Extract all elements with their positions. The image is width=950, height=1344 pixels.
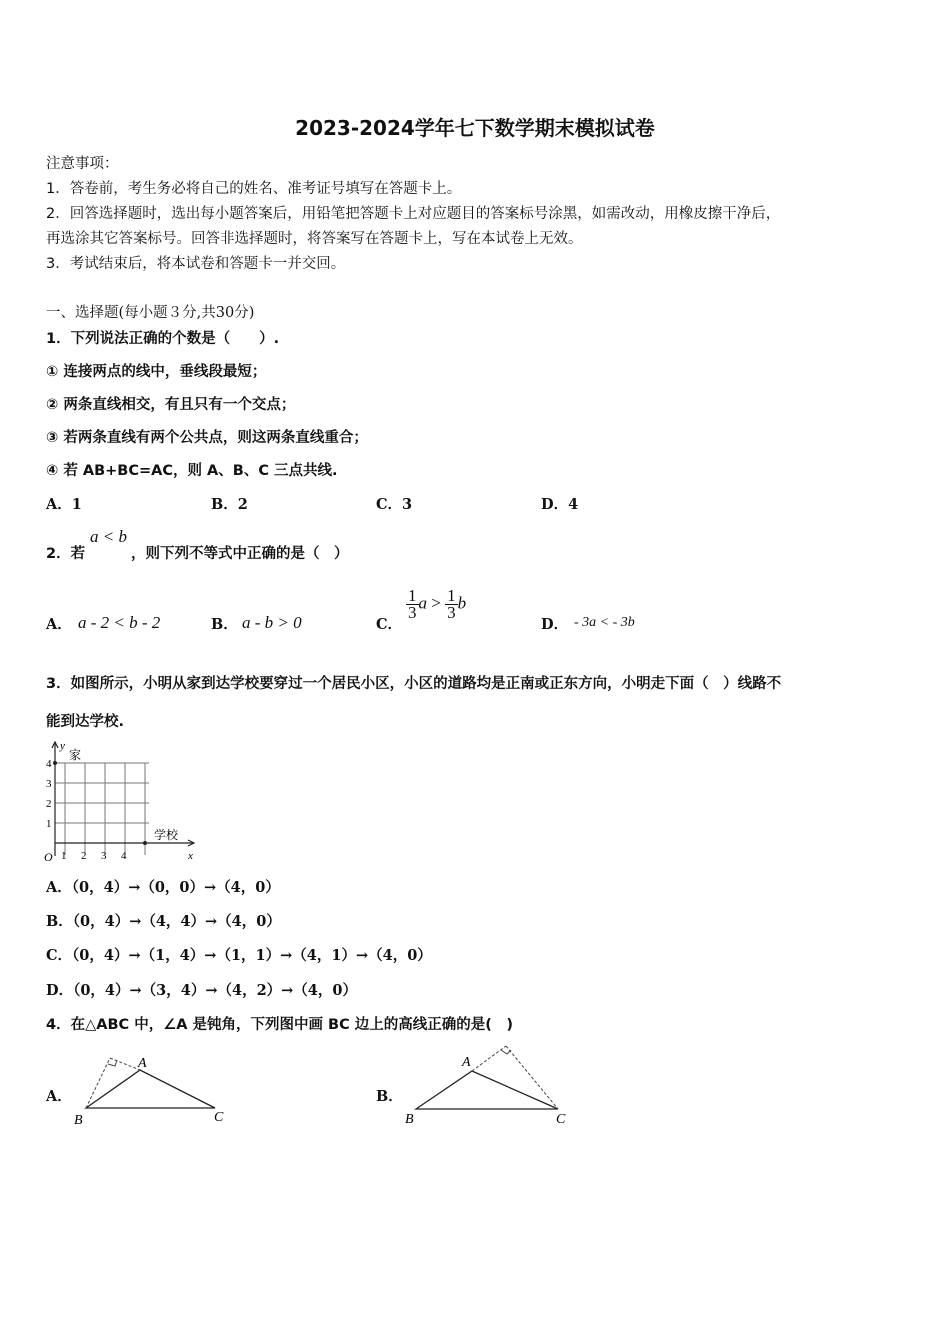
vertex-label: B xyxy=(405,1112,414,1127)
q2-stem-suffix: ，则下列不等式中正确的是（ ） xyxy=(131,546,349,562)
notice-item: 再选涂其它答案标号。回答非选择题时，将答案写在答题卡上，写在本试卷上无效。 xyxy=(46,231,583,247)
q2-stem-prefix: 2．若 xyxy=(46,546,86,562)
vertex-label: B xyxy=(74,1113,83,1127)
option-text: 3 xyxy=(402,496,413,513)
q1-option-b[interactable] xyxy=(211,493,248,514)
q1-statement: ② 两条直线相交，有且只有一个交点； xyxy=(46,397,296,413)
option-label: C． xyxy=(376,496,403,513)
q1-statement: ④ 若 AB+BC=AC，则 A、B、C 三点共线. xyxy=(46,463,338,479)
vertex-label: C xyxy=(556,1112,566,1127)
y-tick: 4 xyxy=(46,758,52,770)
option-text: 2 xyxy=(237,496,248,513)
section-heading: 一、选择题(每小题３分,共30分) xyxy=(46,305,255,321)
option-text: （0，4）→（0，0）→（4，0） xyxy=(71,879,280,896)
q3-option-b[interactable] xyxy=(46,910,281,931)
q2-condition: a < b xyxy=(90,527,127,546)
page-title: 2023-2024学年七下数学期末模拟试卷 xyxy=(295,116,655,140)
notice-heading: 注意事项： xyxy=(46,156,119,172)
q4-option-a-label[interactable]: A． xyxy=(46,1088,72,1105)
x-tick: 4 xyxy=(121,850,127,862)
q2-option-b-label[interactable]: B． xyxy=(211,616,238,633)
q2-option-d-label[interactable]: D． xyxy=(541,616,569,633)
q1-option-a[interactable] xyxy=(46,493,82,514)
home-label: 家 xyxy=(69,748,82,762)
option-label: B． xyxy=(46,913,73,930)
option-label: D． xyxy=(46,982,74,999)
option-text: （0，4）→（3，4）→（4，2）→（4，0） xyxy=(73,982,357,999)
q1-option-d[interactable] xyxy=(541,493,578,514)
y-axis-label: y xyxy=(60,740,65,752)
option-label: A． xyxy=(46,879,72,896)
q2-option-c-label[interactable]: C． xyxy=(376,616,403,633)
q3-grid-figure xyxy=(44,740,198,864)
q2-option-b-expr: a - b > 0 xyxy=(242,613,302,632)
y-tick: 3 xyxy=(46,778,52,790)
q1-stem: 1．下列说法正确的个数是（ ）. xyxy=(46,331,280,347)
x-tick: 2 xyxy=(81,850,87,862)
option-label: A． xyxy=(46,496,72,513)
option-label: D． xyxy=(541,496,569,513)
q4-option-b-label[interactable]: B． xyxy=(376,1088,403,1105)
q2-option-c-expr: $\frac{1}{3}$ a > $\frac{1}{3}$ b xyxy=(408,586,467,622)
y-tick: 2 xyxy=(46,798,52,810)
origin-label: O xyxy=(44,850,53,864)
fraction: $\frac{1}{3}$ xyxy=(408,586,417,622)
q4-triangle-b xyxy=(400,1040,575,1128)
q1-option-c[interactable] xyxy=(376,493,412,514)
q3-option-c[interactable] xyxy=(46,944,432,965)
q1-statement: ① 连接两点的线中，垂线段最短； xyxy=(46,364,267,380)
q2-option-a-label[interactable]: A． xyxy=(46,616,72,633)
q2-option-a-expr: a - 2 < b - 2 xyxy=(78,613,161,632)
q3-stem-line2: 能到达学校. xyxy=(46,714,125,730)
option-text: 4 xyxy=(568,496,579,513)
vertex-label: C xyxy=(214,1110,224,1125)
x-tick: 1 xyxy=(61,850,67,862)
option-label: B． xyxy=(211,496,238,513)
option-text: 1 xyxy=(71,496,82,513)
q3-option-d[interactable] xyxy=(46,979,357,1000)
notice-item: 2．回答选择题时，选出每小题答案后，用铅笔把答题卡上对应题目的答案标号涂黑，如需改动，用橡皮擦干净后， xyxy=(46,206,781,222)
option-text: （0，4）→（1，4）→（1，1）→（4，1）→（4，0） xyxy=(72,947,432,964)
vertex-label: A xyxy=(138,1056,147,1071)
school-label: 学校 xyxy=(154,828,179,842)
x-axis-label: x xyxy=(188,850,193,862)
q4-triangle-a xyxy=(70,1045,235,1127)
q2-option-d-expr: - 3a < - 3b xyxy=(574,615,635,630)
option-text: （0，4）→（4，4）→（4，0） xyxy=(72,913,281,930)
notice-item: 3．考试结束后，将本试卷和答题卡一并交回。 xyxy=(46,256,346,272)
q4-stem: 4．在△ABC 中，∠A 是钝角，下列图中画 BC 边上的高线正确的是( ) xyxy=(46,1017,514,1033)
fraction: $\frac{1}{3}$ xyxy=(447,586,456,622)
q1-statement: ③ 若两条直线有两个公共点，则这两条直线重合； xyxy=(46,430,368,446)
q3-stem-line1: 3．如图所示，小明从家到达学校要穿过一个居民小区，小区的道路均是正南或正东方向，小明走下面（ ）线路不 xyxy=(46,676,782,692)
notice-item: 1．答卷前，考生务必将自己的姓名、准考证号填写在答题卡上。 xyxy=(46,181,462,197)
option-label: C． xyxy=(46,947,73,964)
x-tick: 3 xyxy=(101,850,107,862)
q3-option-a[interactable] xyxy=(46,876,280,897)
vertex-label: A xyxy=(462,1055,471,1070)
y-tick: 1 xyxy=(46,818,52,830)
